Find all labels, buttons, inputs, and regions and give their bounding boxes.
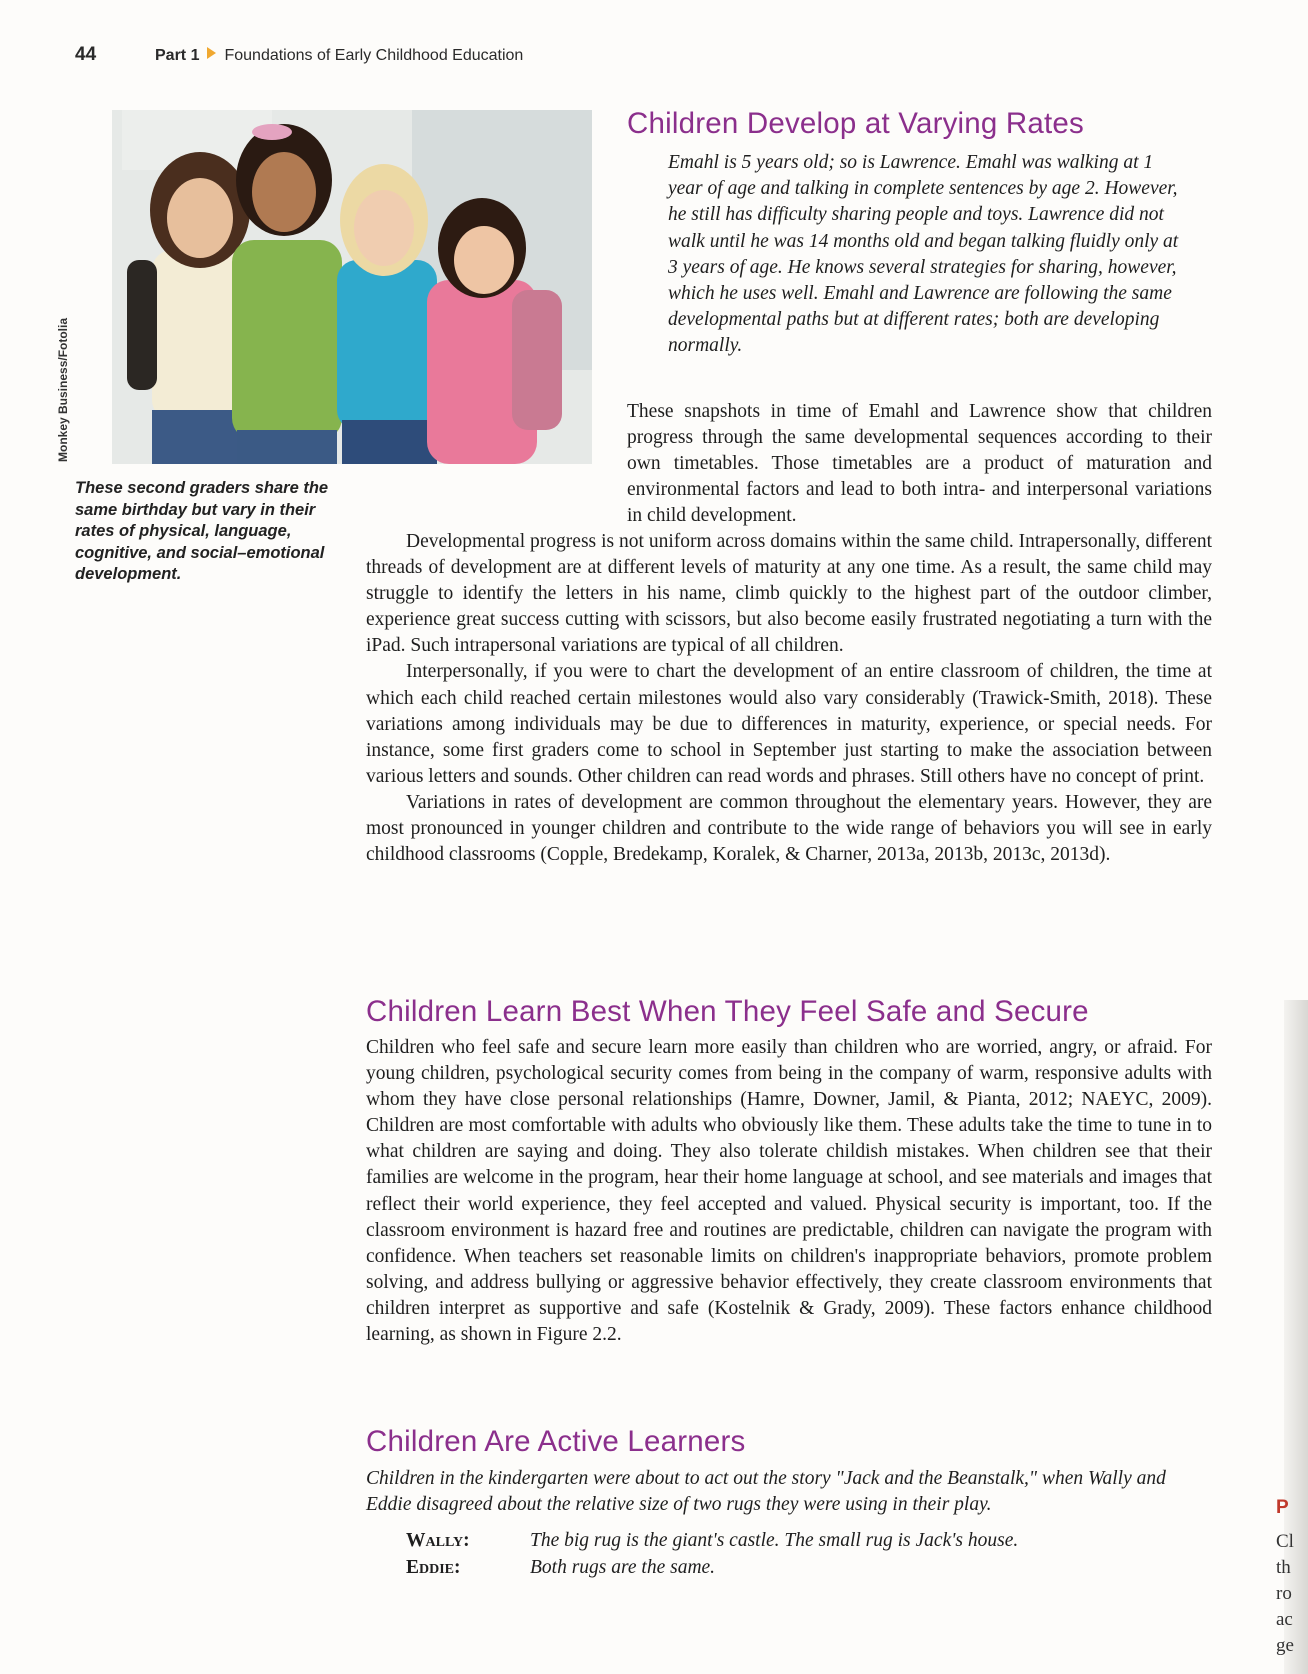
vignette-jack-beanstalk: Children in the kindergarten were about to act out the story "Jack and the Beanstalk," when Wally and Eddie disagreed about the relative size of two rugs they were using in their play.	[366, 1468, 1166, 1516]
edge-text: ac	[1276, 1609, 1293, 1630]
body-block-snapshots	[627, 399, 1212, 529]
children-illustration	[112, 110, 592, 464]
edge-text: Cl	[1276, 1531, 1294, 1552]
edge-text: ro	[1276, 1583, 1292, 1604]
triangle-icon	[207, 47, 216, 59]
paragraph: These snapshots in time of Emahl and Lawrence show that children progress through the same developmental sequences according to their own timetables. Those timetables are a product of maturation and environmental factors and lead to both intra- and interpersonal variations in child development.	[627, 401, 1212, 527]
section-heading-active-learners: Children Are Active Learners	[366, 1425, 746, 1458]
vignette-emahl-lawrence	[668, 150, 1188, 360]
dialogue-line: The big rug is the giant's castle. The small rug is Jack's house.	[530, 1530, 1019, 1551]
section-heading-safe-secure: Children Learn Best When They Feel Safe and Secure	[366, 995, 1089, 1028]
vignette-text: Emahl is 5 years old; so is Lawrence. Emahl was walking at 1 year of age and talking in complete sentences by age 2. However, he still has difficulty sharing people and toys. Lawrence did not walk until he was 14 months old and began talking fluidly only at 3 years of age. He knows several strategies for sharing, however, which he uses well. Emahl and Lawrence are following the same developmental paths but at different rates; both are developing normally.	[668, 152, 1179, 357]
dialogue-row	[406, 1555, 1166, 1582]
paragraph: Interpersonally, if you were to chart the development of an entire classroom of children, the time at which each child reached certain milestones would also vary considerably (Trawick-Smith, 2018). These variations among individuals may be due to differences in maturity, experience, or special needs. For instance, some first graders come to school in September just starting to make the association between various letters and sounds. Other children can read words and phrases. Still others have no concept of print.	[366, 661, 1212, 787]
part-title: Foundations of Early Childhood Education	[224, 47, 524, 64]
speaker: Eddie:	[406, 1556, 461, 1578]
edge-text: th	[1276, 1557, 1291, 1578]
photo-credit: Monkey Business/Fotolia	[56, 317, 70, 462]
running-header	[155, 47, 523, 65]
children-photo	[112, 110, 592, 464]
paragraph: Children who feel safe and secure learn more easily than children who are worried, angry, or afraid. For young children, psychological security comes from being in the company of warm, responsive adults with whom they have close personal relationships (Hamre, Downer, Jamil, & Pianta, 2012; NAEYC, 2009). Children are most comfortable with adults who obviously like them. These adults take the time to tune in to what children are saying and doing. They also tolerate childish mistakes. When children see that their families are welcome in the program, hear their home language at school, and see materials and images that reflect their world experience, they feel accepted and valued. Physical security is important, too. If the classroom environment is hazard free and routines are predictable, children can navigate the program with confidence. When teachers set reasonable limits on children's inappropriate behaviors, promote problem solving, and address bullying or aggressive behavior effectively, they create classroom environments that children interpret as supportive and safe (Kostelnik & Grady, 2009). These factors enhance childhood learning, as shown in Figure 2.2.	[366, 1037, 1212, 1346]
part-label: Part 1	[155, 47, 200, 64]
photo-caption: These second graders share the same birthday but vary in their rates of physical, language, cognitive, and social–emotional development.	[75, 479, 329, 583]
body-block-safe-secure	[366, 1035, 1212, 1348]
speaker: Wally:	[406, 1530, 470, 1551]
dialogue-row	[406, 1528, 1166, 1555]
paragraph: Variations in rates of development are common throughout the elementary years. However, they are most pronounced in younger children and contribute to the wide range of behaviors you will see in early childhood classrooms (Copple, Bredekamp, Koralek, & Charner, 2013a, 2013b, 2013c, 2013d).	[366, 791, 1212, 866]
paragraph: Developmental progress is not uniform across domains within the same child. Intrapersonally, different threads of development are at different levels of maturity at any one time. As a result, the same child may struggle to identify the letters in his name, climb quickly to the highest part of the outdoor climber, experience great success cutting with scissors, but also become easily frustrated negotiating a turn with the iPad. Such intrapersonal variations are typical of all children.	[366, 531, 1212, 657]
section-heading-varying-rates: Children Develop at Varying Rates	[627, 107, 1084, 140]
dialogue	[406, 1528, 1166, 1581]
body-block-development	[366, 529, 1212, 868]
page-number: 44	[75, 44, 97, 65]
edge-text: ge	[1276, 1635, 1294, 1656]
dialogue-line: Both rugs are the same.	[530, 1556, 716, 1578]
edge-text: P	[1276, 1497, 1289, 1518]
